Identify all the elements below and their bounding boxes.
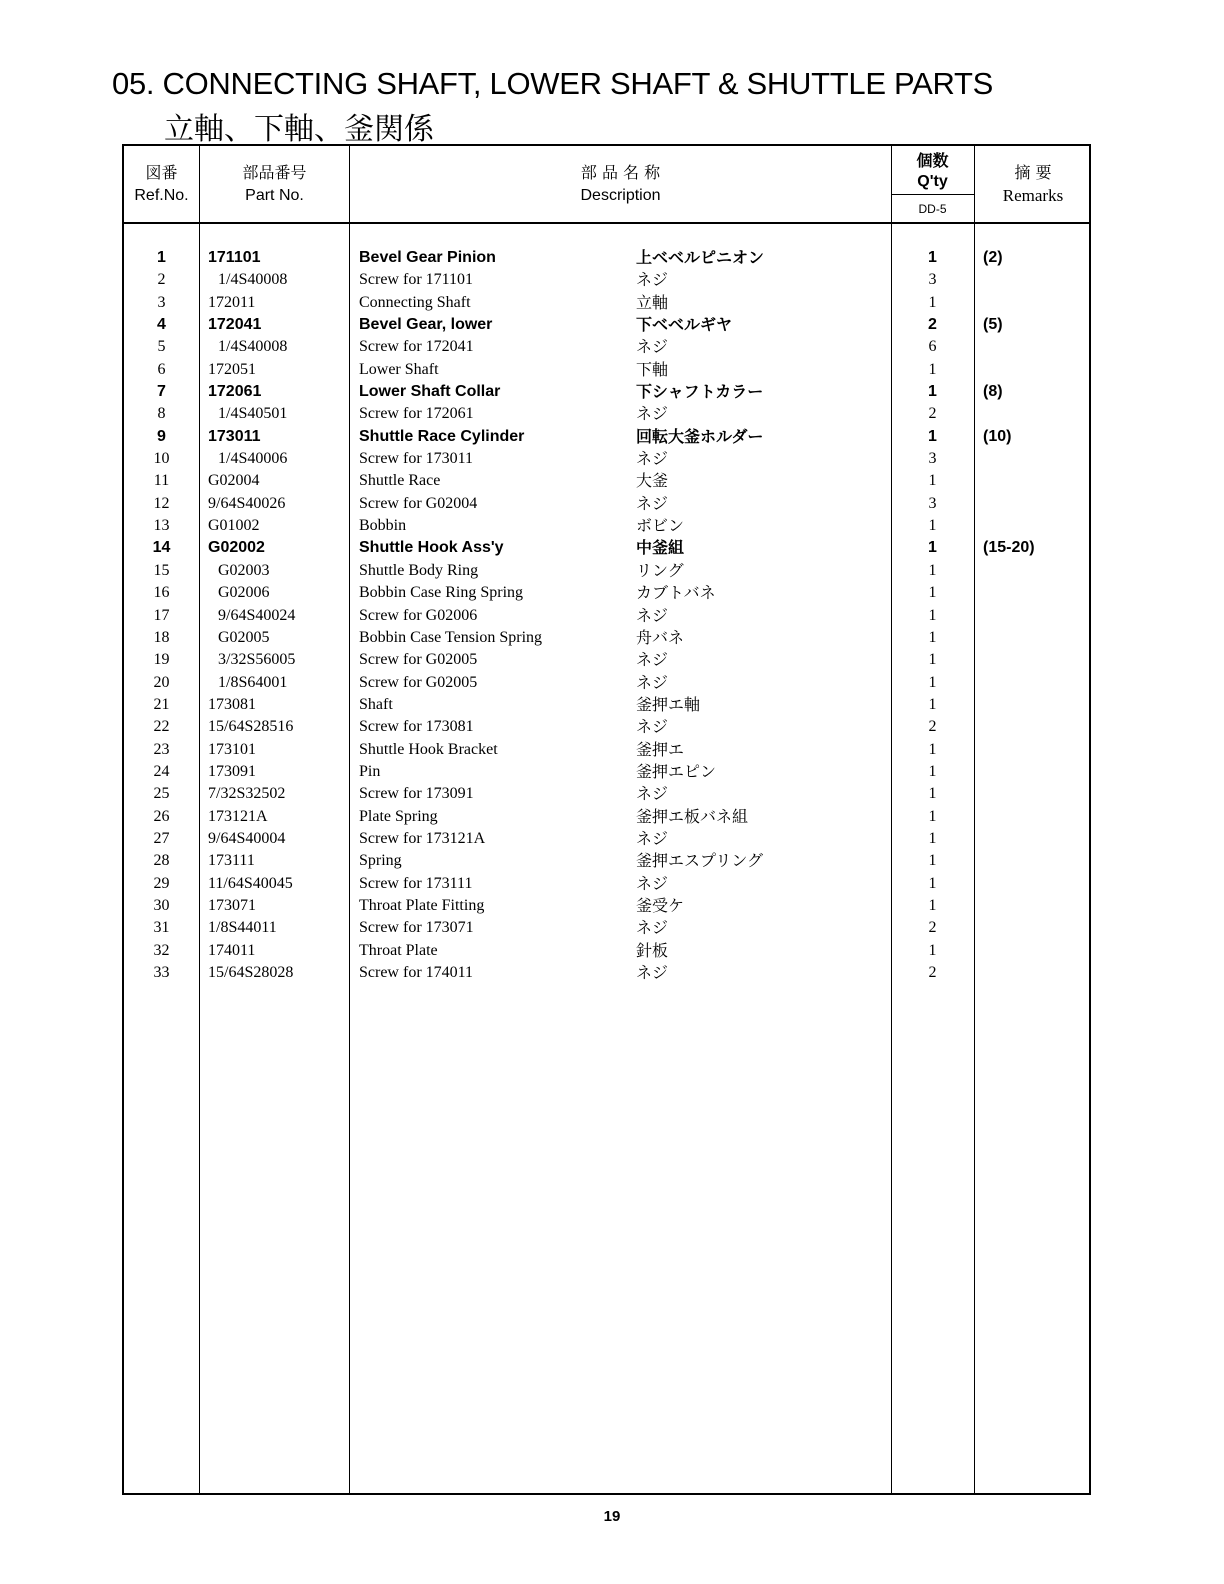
part-number: 173121A — [208, 807, 268, 825]
ref-number: 23 — [153, 740, 170, 758]
description: Screw for G02005 — [359, 651, 478, 669]
part-number: G02004 — [208, 472, 260, 490]
table-row — [124, 470, 1091, 492]
table-row — [124, 672, 1091, 694]
description-japanese: 舟バネ — [636, 627, 685, 647]
quantity: 1 — [928, 293, 937, 311]
table-row — [124, 783, 1091, 805]
description: Bobbin — [359, 517, 407, 535]
part-number: 11/64S40045 — [208, 874, 293, 892]
quantity: 1 — [928, 807, 937, 825]
ref-number: 18 — [153, 628, 170, 646]
page-title-japanese: 立軸、下軸、釜関係 — [164, 112, 434, 147]
part-number: 173081 — [208, 695, 256, 713]
part-number: 172041 — [208, 316, 262, 334]
part-number: 1/4S40006 — [218, 450, 288, 468]
quantity: 1 — [928, 360, 937, 378]
description-japanese: ネジ — [636, 963, 669, 982]
table-row — [124, 873, 1091, 895]
description: Screw for 173121A — [359, 829, 486, 847]
quantity: 2 — [928, 316, 937, 334]
quantity: 1 — [928, 606, 937, 624]
part-number: 173111 — [208, 852, 255, 870]
header-qty — [891, 148, 974, 194]
part-number: 7/32S32502 — [208, 785, 286, 803]
quantity: 1 — [928, 472, 937, 490]
quantity: 1 — [928, 941, 937, 959]
description-japanese: 立軸 — [636, 292, 669, 312]
part-number: 1/4S40008 — [218, 271, 288, 289]
quantity: 1 — [928, 673, 937, 691]
ref-number: 15 — [153, 561, 170, 579]
part-number: 172051 — [208, 360, 256, 378]
description-japanese: ネジ — [636, 270, 669, 290]
description: Spring — [359, 852, 402, 870]
description: Plate Spring — [359, 807, 438, 825]
description-japanese: 釜押エ軸 — [636, 694, 701, 714]
table-row — [124, 426, 1091, 448]
ref-number: 30 — [153, 896, 170, 914]
ref-number: 27 — [153, 829, 170, 847]
description: Screw for 173111 — [359, 874, 473, 892]
ref-number: 7 — [157, 383, 166, 401]
header-qty-jp: 個数 — [916, 151, 949, 170]
part-number: 173071 — [208, 896, 256, 914]
quantity: 1 — [928, 539, 937, 557]
header-description-jp: 部 品 名 称 — [580, 163, 661, 182]
description: Screw for G02006 — [359, 606, 478, 624]
description-japanese: ネジ — [636, 873, 669, 893]
quantity: 1 — [928, 695, 937, 713]
table-row — [124, 247, 1091, 269]
ref-number: 9 — [157, 427, 166, 445]
quantity: 3 — [928, 494, 937, 512]
quantity: 1 — [928, 829, 937, 847]
header-description — [350, 146, 891, 222]
description: Bevel Gear, lower — [359, 316, 493, 334]
ref-number: 16 — [153, 584, 170, 602]
part-number: 1/8S44011 — [208, 919, 277, 937]
description-japanese: 大釜 — [636, 471, 669, 491]
table-row — [124, 761, 1091, 783]
ref-number: 28 — [153, 852, 170, 870]
table-row — [124, 716, 1091, 738]
header-divider — [124, 222, 1089, 224]
table-row — [124, 336, 1091, 358]
table-row — [124, 627, 1091, 649]
description-japanese: ネジ — [636, 828, 669, 848]
ref-number: 6 — [157, 360, 166, 378]
description: Screw for 172061 — [359, 405, 474, 423]
ref-number: 5 — [157, 338, 166, 356]
quantity: 3 — [928, 450, 937, 468]
table-row — [124, 359, 1091, 381]
quantity: 3 — [928, 271, 937, 289]
description-japanese: ネジ — [636, 784, 669, 804]
header-part-en: Part No. — [245, 187, 304, 204]
ref-number: 4 — [157, 316, 166, 334]
ref-number: 3 — [157, 293, 166, 311]
header-part-jp: 部品番号 — [242, 163, 307, 182]
description-japanese: 釜押エ板バネ組 — [636, 806, 749, 826]
quantity: 1 — [928, 852, 937, 870]
description: Screw for 171101 — [359, 271, 474, 289]
part-number: 9/64S40024 — [218, 606, 296, 624]
quantity: 2 — [928, 919, 937, 937]
part-number: G02003 — [218, 561, 270, 579]
page-title: 05. CONNECTING SHAFT, LOWER SHAFT & SHUTTLE PARTS — [112, 66, 994, 101]
ref-number: 32 — [153, 941, 170, 959]
description: Shuttle Hook Ass'y — [359, 539, 504, 557]
quantity: 2 — [928, 405, 937, 423]
description: Throat Plate — [359, 941, 438, 959]
header-qty-model: DD-5 — [918, 201, 947, 216]
part-number: G02006 — [218, 584, 270, 602]
table-row — [124, 828, 1091, 850]
header-qty-en: Q'ty — [917, 173, 948, 190]
remarks: (10) — [983, 427, 1012, 445]
ref-number: 29 — [153, 874, 170, 892]
part-number: 1/4S40501 — [218, 405, 288, 423]
table-row — [124, 269, 1091, 291]
header-ref-en: Ref.No. — [134, 187, 189, 204]
description: Lower Shaft — [359, 360, 439, 378]
description-japanese: ネジ — [636, 605, 669, 625]
part-number: 1/8S64001 — [218, 673, 288, 691]
part-number: 173091 — [208, 762, 256, 780]
description: Shuttle Hook Bracket — [359, 740, 498, 758]
quantity: 1 — [928, 874, 937, 892]
ref-number: 17 — [153, 606, 170, 624]
table-row — [124, 649, 1091, 671]
remarks: (5) — [983, 316, 1003, 334]
description: Screw for 173011 — [359, 450, 474, 468]
header-ref-jp: 図番 — [145, 163, 178, 182]
parts-rows — [124, 247, 1091, 984]
ref-number: 19 — [153, 651, 170, 669]
description-japanese: 上ベベルピニオン — [636, 248, 765, 267]
part-number: 172011 — [208, 293, 256, 311]
quantity: 2 — [928, 718, 937, 736]
part-number: 9/64S40026 — [208, 494, 286, 512]
ref-number: 24 — [153, 762, 170, 780]
table-row — [124, 314, 1091, 336]
description-japanese: ネジ — [636, 493, 669, 513]
quantity: 6 — [928, 338, 937, 356]
header-remarks — [975, 146, 1091, 222]
table-row — [124, 962, 1091, 984]
remarks: (2) — [983, 249, 1003, 266]
description: Shuttle Body Ring — [359, 561, 479, 579]
description: Screw for 172041 — [359, 338, 474, 356]
description-japanese: カブトバネ — [636, 583, 716, 603]
quantity: 1 — [928, 740, 937, 758]
header-part — [200, 146, 349, 222]
ref-number: 11 — [153, 472, 170, 490]
quantity: 1 — [928, 427, 937, 445]
table-row — [124, 537, 1091, 559]
ref-number: 33 — [153, 964, 170, 981]
ref-number: 26 — [153, 807, 170, 825]
description-japanese: ネジ — [636, 650, 669, 670]
description-japanese: 下軸 — [636, 359, 669, 379]
part-number: 174011 — [208, 941, 256, 959]
ref-number: 10 — [153, 450, 170, 468]
description: Shaft — [359, 695, 393, 713]
quantity: 1 — [928, 896, 937, 914]
description: Lower Shaft Collar — [359, 383, 501, 401]
description-japanese: ネジ — [636, 672, 669, 692]
description: Shuttle Race — [359, 472, 441, 490]
ref-number: 31 — [153, 919, 170, 937]
part-number: 9/64S40004 — [208, 829, 286, 847]
description-japanese: 釜受ケ — [636, 895, 685, 915]
table-row — [124, 515, 1091, 537]
description: Screw for G02005 — [359, 673, 478, 691]
parts-table — [122, 144, 1091, 1495]
description: Connecting Shaft — [359, 293, 471, 311]
description: Screw for 173081 — [359, 718, 474, 736]
description-japanese: ネジ — [636, 404, 669, 424]
table-row — [124, 739, 1091, 761]
part-number: 172061 — [208, 383, 262, 401]
header-remarks-en: Remarks — [1002, 186, 1064, 205]
quantity: 2 — [928, 964, 937, 981]
part-number: 3/32S56005 — [218, 651, 296, 669]
description-japanese: リング — [636, 560, 684, 580]
description-japanese: 釜押エピン — [636, 761, 717, 781]
part-number: 15/64S28028 — [208, 964, 294, 981]
description: Screw for G02004 — [359, 494, 478, 512]
ref-number: 2 — [157, 271, 166, 289]
ref-number: 20 — [153, 673, 170, 691]
ref-number: 12 — [153, 494, 170, 512]
description-japanese: ネジ — [636, 449, 669, 469]
table-row — [124, 403, 1091, 425]
ref-number: 1 — [157, 249, 166, 266]
quantity: 1 — [928, 517, 937, 535]
description-japanese: ネジ — [636, 717, 669, 737]
table-row — [124, 560, 1091, 582]
description-japanese: 釜押エ — [636, 739, 685, 759]
table-row — [124, 381, 1091, 403]
description-japanese: 針板 — [636, 940, 669, 960]
description: Shuttle Race Cylinder — [359, 427, 525, 445]
table-row — [124, 292, 1091, 314]
page-number: 19 — [603, 1508, 621, 1525]
description-japanese: ボビン — [636, 516, 685, 536]
description: Throat Plate Fitting — [359, 896, 485, 914]
table-row — [124, 895, 1091, 917]
part-number: G01002 — [208, 517, 260, 535]
description-japanese: 釜押エスプリング — [636, 851, 764, 871]
ref-number: 8 — [157, 405, 166, 423]
description: Screw for 173071 — [359, 919, 474, 937]
ref-number: 25 — [153, 785, 170, 803]
header-remarks-jp: 摘 要 — [1014, 163, 1052, 182]
description: Bobbin Case Tension Spring — [359, 628, 543, 646]
part-number: 171101 — [208, 249, 261, 266]
table-row — [124, 917, 1091, 939]
description-japanese: 下シャフトカラー — [636, 382, 764, 402]
part-number: 173011 — [208, 427, 261, 445]
remarks: (15-20) — [983, 539, 1035, 557]
part-number: G02005 — [218, 628, 270, 646]
table-row — [124, 850, 1091, 872]
quantity: 1 — [928, 561, 937, 579]
ref-number: 22 — [153, 718, 170, 736]
part-number: 15/64S28516 — [208, 718, 294, 736]
description: Bevel Gear Pinion — [359, 249, 496, 266]
table-row — [124, 448, 1091, 470]
quantity: 1 — [928, 249, 937, 266]
description: Screw for 174011 — [359, 964, 474, 981]
table-row — [124, 806, 1091, 828]
header-description-en: Description — [580, 187, 661, 204]
description-japanese: ネジ — [636, 918, 669, 938]
quantity: 1 — [928, 383, 937, 401]
description-japanese: 下ベベルギヤ — [636, 315, 733, 335]
quantity: 1 — [928, 762, 937, 780]
description: Screw for 173091 — [359, 785, 474, 803]
part-number: 173101 — [208, 740, 256, 758]
table-row — [124, 940, 1091, 962]
description-japanese: 中釜組 — [636, 538, 685, 558]
table-row — [124, 582, 1091, 604]
quantity: 1 — [928, 785, 937, 803]
table-row — [124, 493, 1091, 515]
quantity: 1 — [928, 651, 937, 669]
quantity: 1 — [928, 628, 937, 646]
description-japanese: 回転大釜ホルダー — [636, 426, 764, 446]
quantity: 1 — [928, 584, 937, 602]
description: Bobbin Case Ring Spring — [359, 584, 524, 602]
ref-number: 13 — [153, 517, 170, 535]
table-row — [124, 694, 1091, 716]
remarks: (8) — [983, 383, 1003, 401]
ref-number: 14 — [152, 539, 171, 557]
header-ref — [124, 146, 199, 222]
part-number: G02002 — [208, 539, 265, 557]
description: Pin — [359, 762, 381, 780]
description-japanese: ネジ — [636, 337, 669, 357]
part-number: 1/4S40008 — [218, 338, 288, 356]
ref-number: 21 — [153, 695, 170, 713]
table-row — [124, 605, 1091, 627]
